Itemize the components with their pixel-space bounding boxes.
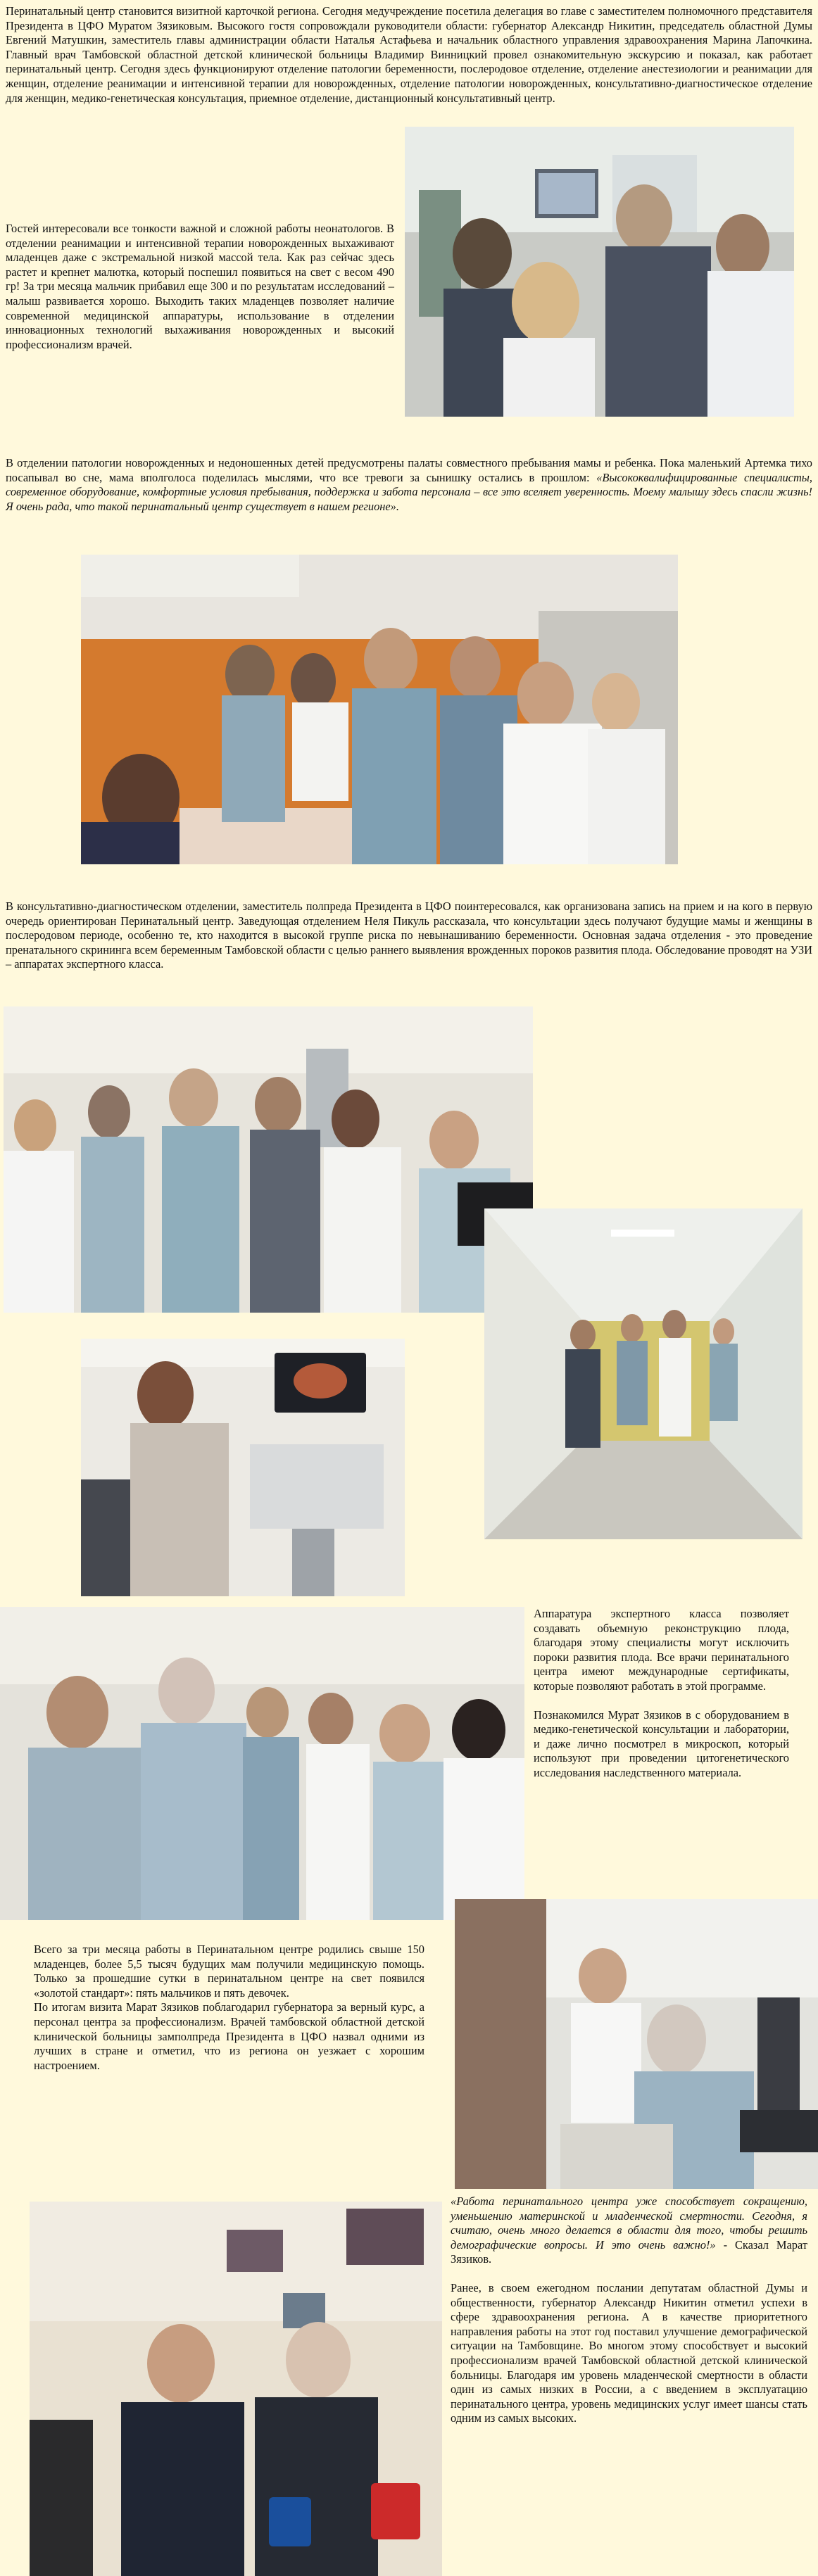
- photo-delegation-icu: [405, 127, 794, 417]
- photo-mother-newborn-ward: [81, 555, 678, 864]
- genetics-text: Познакомился Мурат Зязиков в с оборудованием в медико-генетической консультации и лаборатории, и даже лично посмотрел в микроскоп, который используют при проведении цитогенетического исследования наследственного материала.: [534, 1707, 789, 1779]
- photo-experts-group: [0, 1607, 524, 1920]
- photo-zyazikov-nikitin: [30, 2202, 442, 2576]
- consultative-text: В консультативно-диагностическом отделении, заместитель полпреда Президента в ЦФО поинтересовался, как организована запись на прием и на кого в первую очередь ориентирован Перинатальный центр. Заведующая отделением Неля Пикуль рассказала, что консультации здесь получают будущие мамы и женщины в послеродовом периоде, особенно те, кто находится в высокой группе риска по невынашиванию беременности. Основная задача отделения - это проведение пренатального скрининга всем беременным Тамбовской области с целью раннего выявления врожденных пороков развития плода. Обследование проводят на УЗИ – аппаратах экспертного класса.: [6, 899, 812, 971]
- equipment-text: Аппаратура экспертного класса позволяет создавать объемную реконструкцию плода, благодаря этому специалисты могут исключить пороки развития плода. Все врачи перинатального центра имеют международные сертификаты, которые позволяют работать в этой программе.: [534, 1607, 789, 1693]
- photo-microscope: [455, 1899, 818, 2189]
- consultative-paragraph: [6, 899, 812, 972]
- closing-paragraph: [451, 2195, 807, 2426]
- stats-text: Всего за три месяца работы в Перинатальном центре родились свыше 150 младенцев, более 5,5 тысяч будущих мам получили медицинскую помощь. Только за прошедшие сутки в перинатальном центре на свет появился «золотой стандарт»: пять мальчиков и пять девочек.: [34, 1943, 424, 2000]
- summary-text: По итогам визита Марат Зязиков поблагодарил губернатора за верный курс, а персонал центра за профессионализм. Врачей тамбовской областной детской клинической больницы замполпреда Президента в ЦФО назвал одними из лучших в стране и отметил, что из региона он уезжает с хорошим настроением.: [34, 2000, 424, 2072]
- photo-consultative-dept: [4, 1006, 533, 1313]
- photo-ultrasound: [81, 1339, 405, 1596]
- quote-attribution: - Сказал Марат Зязиков.: [451, 2237, 807, 2266]
- intro-text: Перинатальный центр становится визитной карточкой региона. Сегодня медучреждение посетила делегация во главе с заместителем полномочного представителя Президента в ЦФО Муратом Зязиковым. Высокого гостя сопровождали руководители области: губернатор Александр Никитин, председатель областной Думы Евгений Матушкин, заместитель главы администрации области Наталья Астафьева и начальник областного управления здравоохранения Марина Лапочкина. Главный врач Тамбовской областной детской клинической больницы Владимир Винницкий провел ознакомительную экскурсию и показал, как работает перинатальный центр. Сегодня здесь функционируют отделение патологии беременности, послеродовое отделение, отделение анестезиологии и реанимации для женщин, отделение реанимации и интенсивной терапии для новорожденных, отделение патологии новорожденных, консультативно-диагностическое отделение для женщин, медико-генетическая консультация, приемное отделение, дистанционный консультативный центр.: [6, 4, 812, 105]
- photo-corridor: [484, 1208, 803, 1539]
- stats-paragraph: [34, 1943, 424, 2073]
- intro-paragraph: [6, 4, 812, 106]
- neonatal-text: Гостей интересовали все тонкости важной и сложной работы неонатологов. В отделении реанимации и интенсивной терапии новорожденных выхаживают младенцев даже с экстремальной низкой массой тела. Как раз сейчас здесь растет и крепнет малютка, который поспешил появиться на свет с весом 490 гр! За три месяца мальчик прибавил еще 300 и по результатам исследований – малыш развивается хорошо. Выходить таких младенцев позволяет наличие современной медицинской аппаратуры, использование в отделении инновационных технологий выхаживания новорожденных и высокий профессионализм врачей.: [6, 222, 394, 351]
- mother-quote: «Высококвалифицированные специалисты, современное оборудование, комфортные условия пребывания, поддержка и забота персонала – все это вселяет уверенность. Моему малышу здесь спасли жизнь! Я очень рада, что такой перинатальный центр существует в нашем регионе».: [6, 470, 812, 513]
- newborn-pathology-text: В отделении патологии новорожденных и недоношенных детей предусмотрены палаты совместного пребывания мамы и ребенка. Пока маленький Артемка тихо посапывал во сне, мама вполголоса поделилась мыслями, что все тревоги за сынишку остались в прошлом:: [6, 456, 812, 484]
- closing-text: Ранее, в своем ежегодном послании депутатам областной Думы и общественности, губернатор Александр Никитин отметил успехи в сфере здравоохранения региона. А в качестве приоритетного направления работы на этот год поставил улучшение демографической ситуации на Тамбовщине. Во многом этому способствует и высокий профессионализм врачей Тамбовской областной детской клинической больницы. Благодаря им уровень младенческой смертности в области один из самых низких в России, а с введением в эксплуатацию перинатального центра, уровень медицинских услуг имеет шансы стать одним из самых высоких.: [451, 2280, 807, 2425]
- equipment-paragraph: [534, 1607, 789, 1781]
- newborn-pathology-paragraph: [6, 456, 812, 514]
- zyazikov-quote: «Работа перинатального центра уже способствует сокращению, уменьшению материнской и младенческой смертности. Сегодня, я считаю, очень много делается в области для того, чтобы решить демографические вопросы. И это очень важно!»: [451, 2195, 807, 2252]
- neonatal-paragraph: [6, 222, 394, 352]
